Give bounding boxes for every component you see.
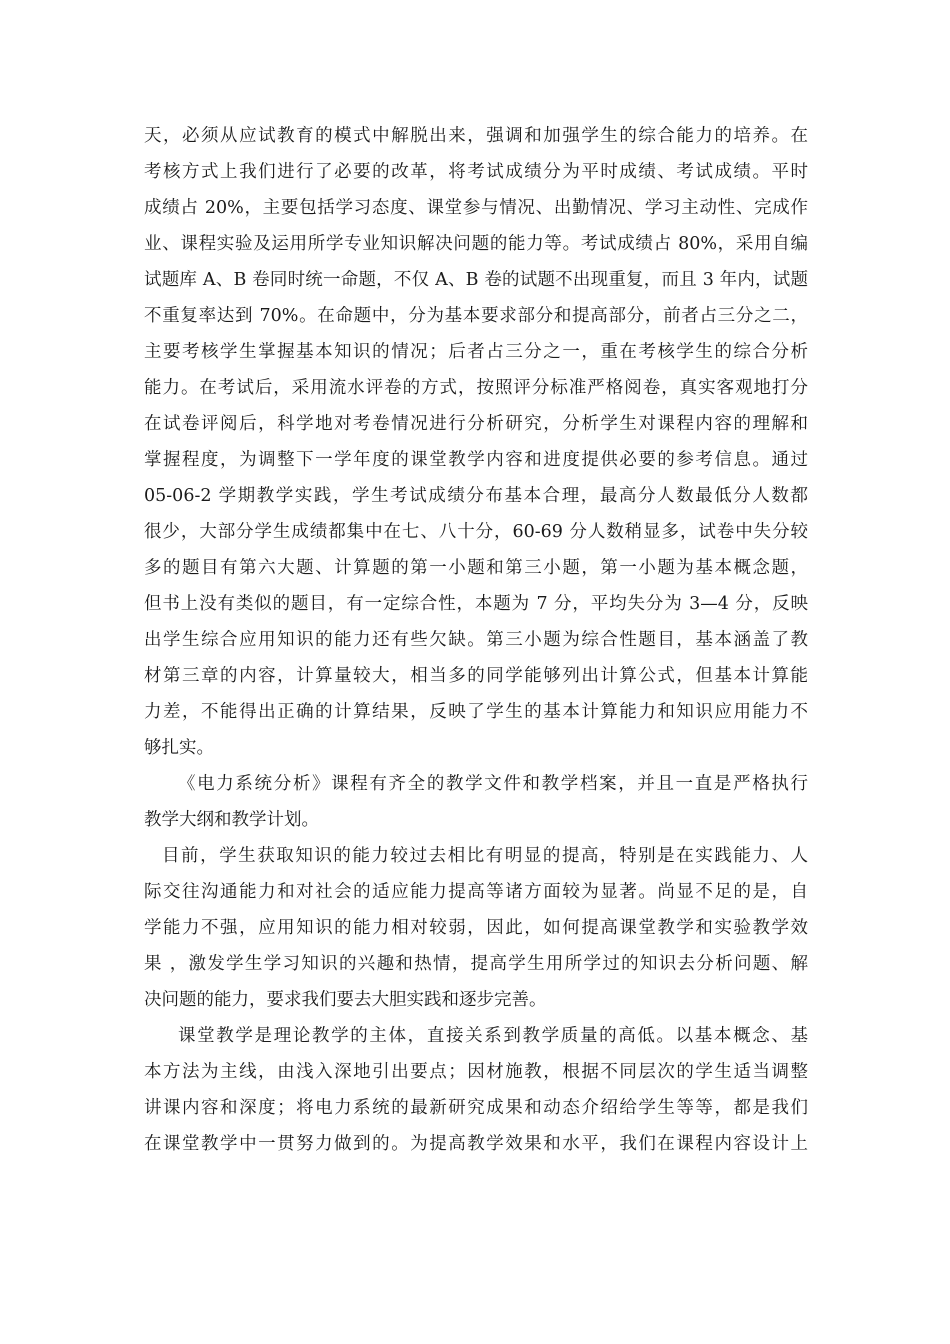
- text-line: 主要考核学生掌握基本知识的情况；后者占三分之一，重在考核学生的综合分析: [144, 342, 808, 362]
- text-line: 教学大纲和教学计划。: [144, 810, 319, 830]
- text-line: 决问题的能力，要求我们要去大胆实践和逐步完善。: [144, 990, 547, 1010]
- text-line: 课堂教学是理论教学的主体，直接关系到教学质量的高低。以基本概念、基: [178, 1026, 808, 1046]
- text-line: 多的题目有第六大题、计算题的第一小题和第三小题，第一小题为基本概念题，: [144, 558, 808, 578]
- text-line: 很少，大部分学生成绩都集中在七、八十分，60-69 分人数稍显多，试卷中失分较: [144, 522, 808, 542]
- text-line: 《电力系统分析》课程有齐全的教学文件和教学档案，并且一直是严格执行: [178, 774, 808, 794]
- text-line: 目前，学生获取知识的能力较过去相比有明显的提高，特别是在实践能力、人: [162, 846, 808, 866]
- text-line: 力差，不能得出正确的计算结果，反映了学生的基本计算能力和知识应用能力不: [144, 702, 808, 722]
- text-line: 出学生综合应用知识的能力还有些欠缺。第三小题为综合性题目，基本涵盖了教: [144, 630, 808, 650]
- text-line: 试题库 A、B 卷同时统一命题，不仅 A、B 卷的试题不出现重复，而且 3 年内，试题: [144, 270, 808, 290]
- text-line: 在课堂教学中一贯努力做到的。为提高教学效果和水平，我们在课程内容设计上: [144, 1134, 808, 1154]
- text-line: 在试卷评阅后，科学地对考卷情况进行分析研究，分析学生对课程内容的理解和: [144, 414, 808, 434]
- text-line: 本方法为主线，由浅入深地引出要点；因材施教，根据不同层次的学生适当调整: [144, 1062, 808, 1082]
- text-line: 际交往沟通能力和对社会的适应能力提高等诸方面较为显著。尚显不足的是，自: [144, 882, 808, 902]
- text-line: 业、课程实验及运用所学专业知识解决问题的能力等。考试成绩占 80%，采用自编: [144, 234, 808, 254]
- text-line: 天，必须从应试教育的模式中解脱出来，强调和加强学生的综合能力的培养。在: [144, 126, 808, 146]
- text-line: 但书上没有类似的题目，有一定综合性，本题为 7 分，平均失分为 3—4 分，反映: [144, 594, 808, 614]
- text-line: 果 ，激发学生学习知识的兴趣和热情，提高学生用所学过的知识去分析问题、解: [144, 954, 808, 974]
- text-line: 够扎实。: [144, 738, 214, 758]
- text-line: 学能力不强，应用知识的能力相对较弱，因此，如何提高课堂教学和实验教学效: [144, 918, 808, 938]
- text-line: 能力。在考试后，采用流水评卷的方式，按照评分标准严格阅卷，真实客观地打分: [144, 378, 808, 398]
- text-line: 05-06-2 学期教学实践，学生考试成绩分布基本合理，最高分人数最低分人数都: [144, 486, 808, 506]
- text-line: 掌握程度，为调整下一学年度的课堂教学内容和进度提供必要的参考信息。通过: [144, 450, 808, 470]
- text-line: 不重复率达到 70%。在命题中，分为基本要求部分和提高部分，前者占三分之二，: [144, 306, 808, 326]
- text-line: 成绩占 20%，主要包括学习态度、课堂参与情况、出勤情况、学习主动性、完成作: [144, 198, 808, 218]
- text-line: 考核方式上我们进行了必要的改革，将考试成绩分为平时成绩、考试成绩。平时: [144, 162, 808, 182]
- text-line: 讲课内容和深度；将电力系统的最新研究成果和动态介绍给学生等等，都是我们: [144, 1098, 808, 1118]
- text-line: 材第三章的内容，计算量较大，相当多的同学能够列出计算公式，但基本计算能: [144, 666, 808, 686]
